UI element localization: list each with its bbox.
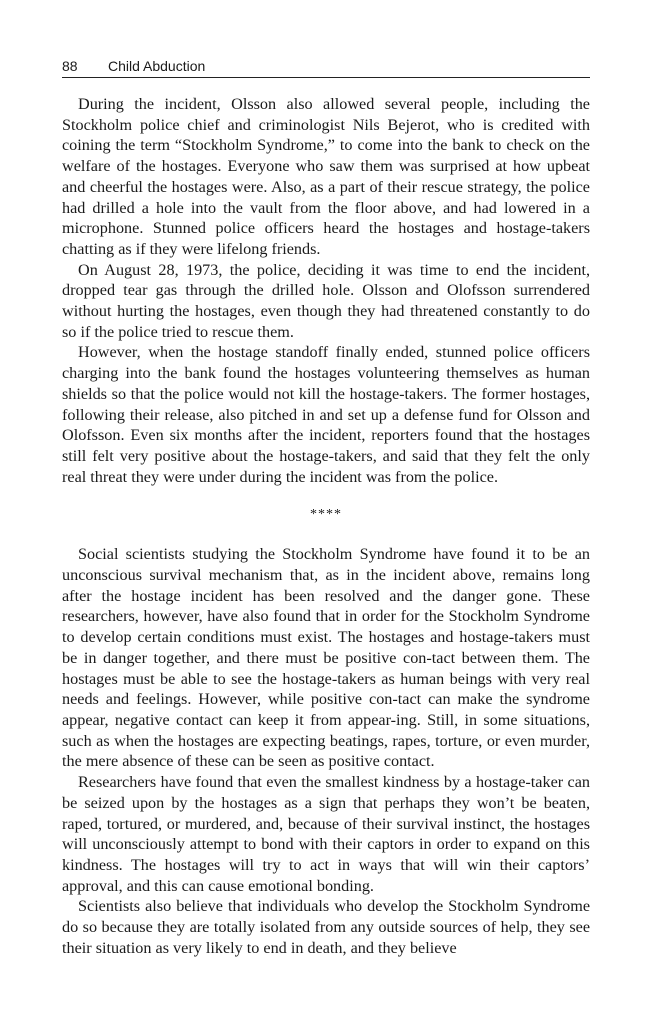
section-break: ****: [310, 507, 342, 523]
paragraph: Researchers have found that even the smallest kindness by a hostage-taker can be seized upon by the hostages as a sign that perhaps they won’t be beaten, raped, tortured, or murdered, and, because of their survival instinct, the hostages will unconsciously attempt to bond with their captors in order to expand on this kindness. The hostages will try to act in ways that will win their captors’ approval, and this can cause emotional bonding.: [62, 773, 590, 895]
paragraph: However, when the hostage standoff finally ended, stunned police officers charging into the bank found the hostages volunteering themselves as human shields so that the police would not kill the hostage-takers. The former hostages, following their release, also pitched in and set up a defense fund for Olsson and Olofsson. Even six months after the incident, reporters found that the hostages still felt very positive about the hostage-takers, and said that they felt the only real threat they were under during the incident was from the police.: [62, 343, 590, 486]
body-text: [62, 94, 590, 958]
paragraph: Scientists also believe that individuals who develop the Stockholm Syndrome do so because they are totally isolated from any outside sources of help, they see their situation as very likely to end in death, and they believe: [62, 897, 590, 957]
running-head: [62, 57, 590, 78]
paragraph: Social scientists studying the Stockholm Syndrome have found it to be an unconscious survival mechanism that, as in the incident above, remains long after the hostage incident has been resolved and the danger gone. These researchers, however, have also found that in order for the Stockholm Syndrome to develop certain conditions must exist. The hostages and hostage-takers must be in danger together, and there must be positive con-tact between them. The hostages must be able to see the hostage-takers as human beings with very real needs and feelings. However, while positive con-tact can make the syndrome appear, negative contact can keep it from appear-ing. Still, in some situations, such as when the hostages are expecting beatings, rapes, torture, or even murder, the mere absence of these can be seen as positive contact.: [62, 545, 590, 771]
page-number: 88: [62, 58, 78, 74]
paragraph: On August 28, 1973, the police, deciding it was time to end the incident, dropped tear gas through the drilled hole. Olsson and Olofsson surrendered without hurting the hostages, even though they had threatened constantly to do so if the police tried to rescue them.: [62, 260, 590, 341]
book-title: Child Abduction: [108, 58, 206, 74]
paragraph: During the incident, Olsson also allowed several people, including the Stockholm police chief and criminologist Nils Bejerot, who is credited with coining the term “Stockholm Syndrome,” to come into the bank to check on the welfare of the hostages. Everyone who saw them was surprised at how upbeat and cheerful the hostages were. Also, as a part of their rescue strategy, the police had drilled a hole into the vault from the floor above, and had lowered in a microphone. Stunned police officers heard the hostages and hostage-takers chatting as if they were lifelong friends.: [62, 95, 590, 258]
